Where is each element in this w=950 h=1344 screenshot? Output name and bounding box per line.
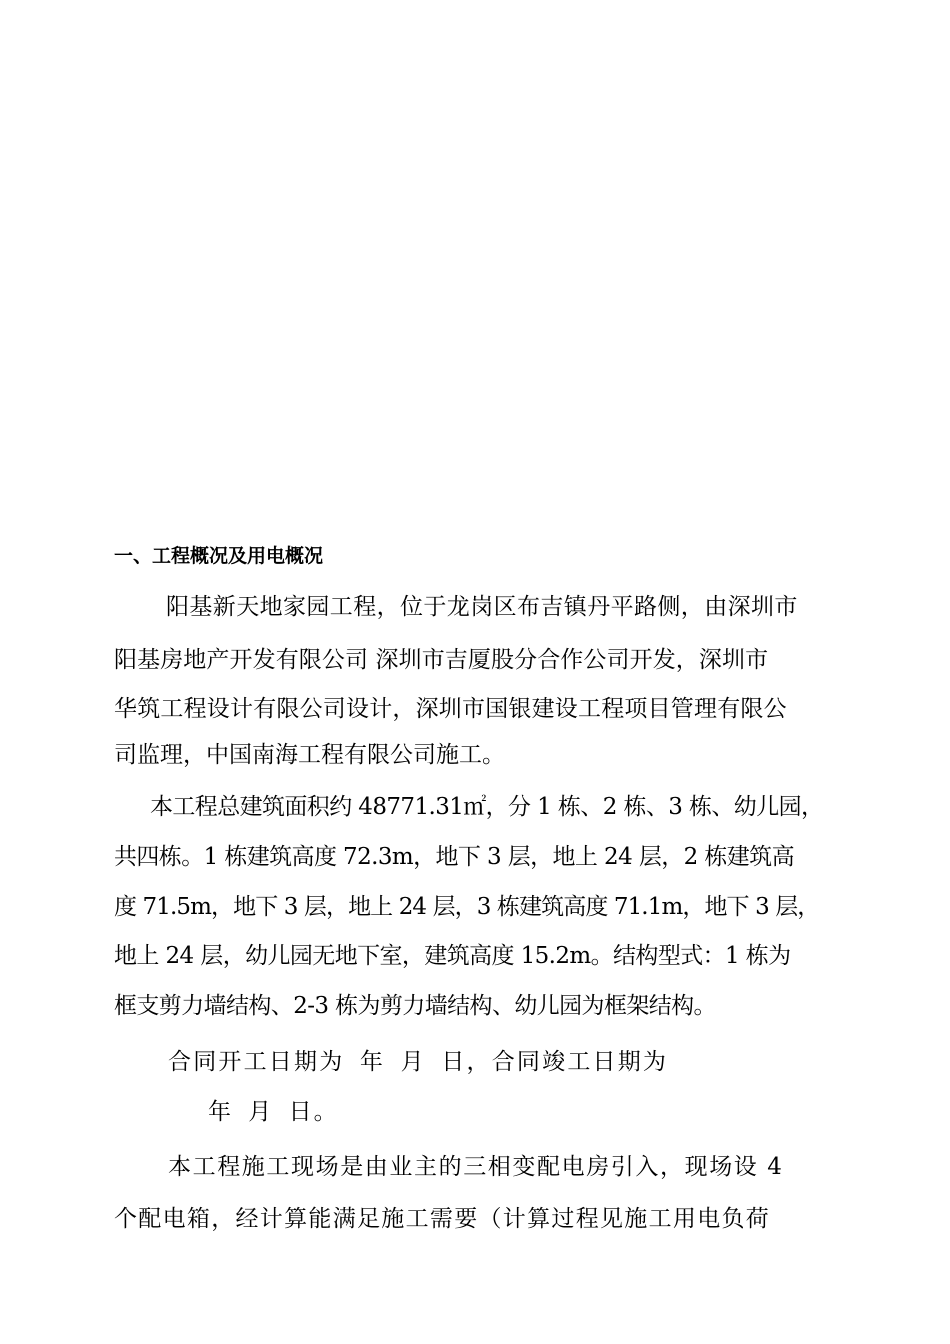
section-heading: 一、工程概况及用电概况 <box>114 545 324 567</box>
paragraph-line-4: 司监理，中国南海工程有限公司施工。 <box>114 742 505 768</box>
paragraph-line-11: 年 月 日。 <box>208 1099 339 1125</box>
paragraph-line-7: 度 71.5m，地下 3 层，地上 24 层，3 栋建筑高度 71.1m，地下 3 层， <box>114 894 820 920</box>
paragraph-line-5: 本工程总建筑面积约 48771.31㎡，分 1 栋、2 栋、3 栋、幼儿园， <box>150 794 824 820</box>
paragraph-line-8: 地上 24 层，幼儿园无地下室，建筑高度 15.2m。结构型式：1 栋为 <box>114 943 791 969</box>
paragraph-line-3: 华筑工程设计有限公司设计，深圳市国银建设工程项目管理有限公 <box>114 696 787 722</box>
paragraph-line-1: 阳基新天地家园工程，位于龙岗区布吉镇丹平路侧，由深圳市 <box>166 594 798 620</box>
paragraph-line-13: 个配电箱，经计算能满足施工需要（计算过程见施工用电负荷 <box>114 1206 771 1232</box>
paragraph-line-6: 共四栋。1 栋建筑高度 72.3m，地下 3 层，地上 24 层，2 栋建筑高 <box>114 844 794 870</box>
paragraph-line-10: 合同开工日期为 年 月 日，合同竣工日期为 <box>168 1049 669 1075</box>
paragraph-line-2: 阳基房地产开发有限公司 深圳市吉厦股分合作公司开发，深圳市 <box>114 647 769 673</box>
paragraph-line-12: 本工程施工现场是由业主的三相变配电房引入，现场设 4 <box>168 1154 784 1180</box>
paragraph-line-9: 框支剪力墙结构、2-3 栋为剪力墙结构、幼儿园为框架结构。 <box>114 993 716 1019</box>
